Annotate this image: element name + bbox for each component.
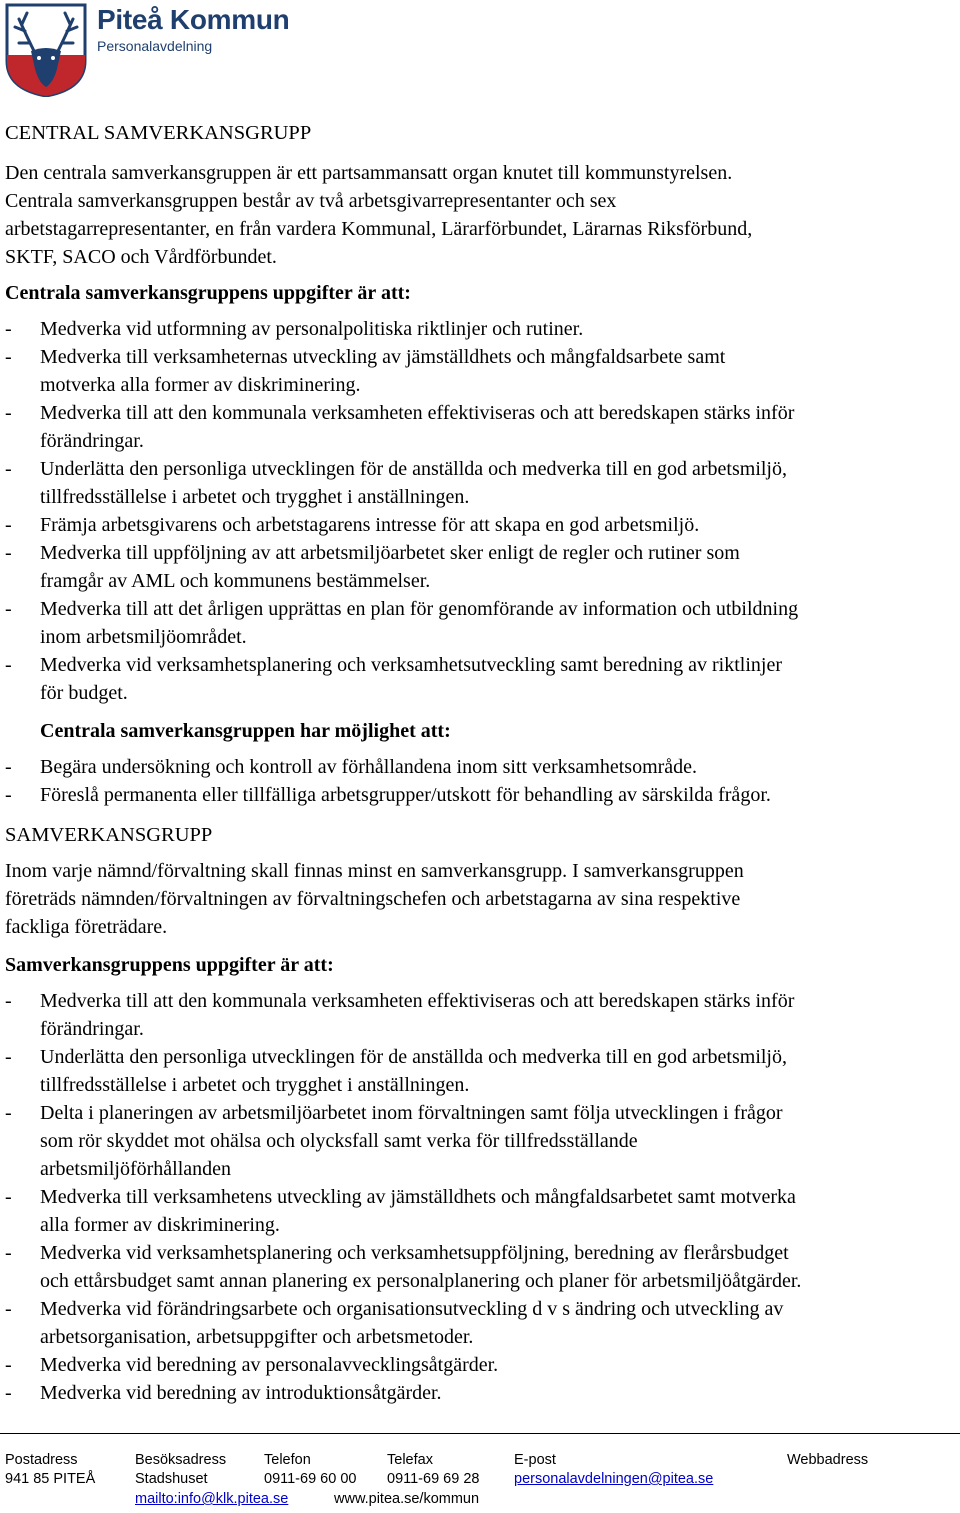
- list-item-line: Föreslå permanenta eller tillfälliga arbetsgrupper/utskott för behandling av särskilda frågor.: [40, 784, 771, 806]
- list-item-line: Medverka till verksamhetens utveckling av jämställdhets och mångfaldsarbetet samt motverka: [40, 1186, 796, 1208]
- list-item-line: Medverka vid förändringsarbete och organisationsutveckling d v s ändring och utveckling av: [40, 1298, 784, 1320]
- group-task-item: [5, 1239, 955, 1295]
- list-dash: -: [5, 1102, 12, 1124]
- mailto-link[interactable]: mailto:info@klk.pitea.se: [135, 1491, 289, 1507]
- list-item-line: Medverka vid beredning av introduktionsåtgärder.: [40, 1382, 442, 1404]
- group-task-item: [5, 1379, 955, 1407]
- list-item-line: Medverka till att den kommunala verksamheten effektiviseras och att beredskapen stärks inför: [40, 990, 795, 1012]
- group-task-item: [5, 1043, 955, 1099]
- list-item-line: alla former av diskriminering.: [40, 1214, 280, 1236]
- list-item-line: Medverka vid verksamhetsplanering och verksamhetsutveckling samt beredning av riktlinjer: [40, 654, 783, 676]
- group-title: SAMVERKANSGRUPP: [5, 824, 213, 846]
- group-intro-line: Inom varje nämnd/förvaltning skall finnas minst en samverkansgrupp. I samverkansgruppen: [5, 860, 744, 882]
- central-possibility-item: [5, 753, 955, 781]
- telefax-value: 0911-69 69 28: [387, 1471, 480, 1487]
- group-task-item: [5, 1183, 955, 1239]
- list-dash: -: [5, 598, 12, 620]
- list-item-line: Medverka till uppföljning av att arbetsmiljöarbetet sker enligt de regler och rutiner som: [40, 542, 740, 564]
- list-dash: -: [5, 1242, 12, 1264]
- telefax-label: Telefax: [387, 1452, 433, 1468]
- postadress-label: Postadress: [5, 1452, 78, 1468]
- group-intro-line: fackliga företrädare.: [5, 916, 168, 938]
- central-possibility-heading: Centrala samverkansgruppen har möjlighet att:: [40, 720, 451, 742]
- telefon-value: 0911-69 60 00: [264, 1471, 357, 1487]
- list-item-line: inom arbetsmiljöområdet.: [40, 626, 247, 648]
- group-task-item: [5, 987, 955, 1043]
- besoksadress-value: Stadshuset: [135, 1471, 208, 1487]
- webbadress-label: Webbadress: [787, 1452, 869, 1468]
- group-intro-line: företräds nämnden/förvaltningen av förvaltningschefen och arbetstagarna av sina respektive: [5, 888, 741, 910]
- list-item-line: för budget.: [40, 682, 128, 704]
- list-dash: -: [5, 458, 12, 480]
- central-tasks-heading: Centrala samverkansgruppens uppgifter är att:: [5, 282, 411, 304]
- central-task-item: [5, 539, 955, 595]
- list-item-line: förändringar.: [40, 430, 144, 452]
- group-task-item: [5, 1351, 955, 1379]
- group-task-item: [5, 1295, 955, 1351]
- list-item-line: som rör skyddet mot ohälsa och olycksfall samt verka för tillfredsställande: [40, 1130, 638, 1152]
- list-item-line: arbetsmiljöförhållanden: [40, 1158, 232, 1180]
- group-intro: [5, 857, 955, 941]
- central-intro-line: arbetstagarrepresentanter, en från vardera Kommunal, Lärarförbundet, Lärarnas Riksförbund,: [5, 218, 753, 240]
- list-item-line: Medverka vid verksamhetsplanering och verksamhetsuppföljning, beredning av flerårsbudget: [40, 1242, 789, 1264]
- web-url[interactable]: www.pitea.se/kommun: [334, 1491, 480, 1507]
- department-name: Personalavdelning: [97, 38, 213, 54]
- central-task-item: [5, 651, 955, 707]
- list-dash: -: [5, 1186, 12, 1208]
- list-dash: -: [5, 1298, 12, 1320]
- group-task-item: [5, 1099, 955, 1183]
- central-intro-line: Centrala samverkansgruppen består av två arbetsgivarrepresentanter och sex: [5, 190, 617, 212]
- logo-wordmark: [97, 3, 289, 55]
- list-dash: -: [5, 514, 12, 536]
- list-dash: -: [5, 1354, 12, 1376]
- list-item-line: Medverka till att det årligen upprättas en plan för genomförande av information och utbildning: [40, 598, 799, 620]
- list-item-line: och ettårsbudget samt annan planering ex personalplanering och planer för arbetsmiljöåtgärder.: [40, 1270, 802, 1292]
- list-item-line: Medverka till att den kommunala verksamheten effektiviseras och att beredskapen stärks inför: [40, 402, 795, 424]
- list-dash: -: [5, 1382, 12, 1404]
- central-possibility-list: [5, 753, 955, 809]
- telefon-label: Telefon: [264, 1452, 311, 1468]
- list-item-line: förändringar.: [40, 1018, 144, 1040]
- reindeer-crest-icon: [5, 3, 87, 97]
- central-task-item: [5, 343, 955, 399]
- header-logo: [5, 3, 305, 98]
- list-item-line: tillfredsställelse i arbetet och trygghet i anställningen.: [40, 486, 470, 508]
- list-item-line: Delta i planeringen av arbetsmiljöarbetet inom förvaltningen samt följa utvecklingen i frågor: [40, 1102, 783, 1124]
- epost-link[interactable]: personalavdelningen@pitea.se: [514, 1471, 714, 1487]
- central-task-item: [5, 315, 955, 343]
- footer-divider: [0, 1433, 960, 1434]
- list-dash: -: [5, 990, 12, 1012]
- central-intro-line: Den centrala samverkansgruppen är ett partsammansatt organ knutet till kommunstyrelsen.: [5, 162, 733, 184]
- org-name: Piteå Kommun: [97, 4, 290, 35]
- list-item-line: motverka alla former av diskriminering.: [40, 374, 361, 396]
- list-dash: -: [5, 318, 12, 340]
- list-dash: -: [5, 542, 12, 564]
- central-intro-line: SKTF, SACO och Vårdförbundet.: [5, 246, 277, 268]
- central-possibility-item: [5, 781, 955, 809]
- central-task-item: [5, 455, 955, 511]
- list-item-line: Främja arbetsgivarens och arbetstagarens intresse för att skapa en god arbetsmiljö.: [40, 514, 700, 536]
- list-item-line: tillfredsställelse i arbetet och trygghet i anställningen.: [40, 1074, 470, 1096]
- page-footer: [0, 1431, 960, 1513]
- central-task-item: [5, 595, 955, 651]
- postadress-value: 941 85 PITEÅ: [5, 1471, 96, 1487]
- list-item-line: framgår av AML och kommunens bestämmelser.: [40, 570, 431, 592]
- group-tasks-list: [5, 987, 955, 1407]
- list-dash: -: [5, 784, 12, 806]
- list-dash: -: [5, 1046, 12, 1068]
- list-item-line: Begära undersökning och kontroll av förhållandena inom sitt verksamhetsområde.: [40, 756, 698, 778]
- list-item-line: Medverka vid utformning av personalpolitiska riktlinjer och rutiner.: [40, 318, 584, 340]
- list-dash: -: [5, 346, 12, 368]
- document-body: [5, 119, 955, 1407]
- central-task-item: [5, 399, 955, 455]
- list-dash: -: [5, 756, 12, 778]
- central-intro: [5, 159, 955, 271]
- list-item-line: Medverka till verksamheternas utveckling av jämställdhets och mångfaldsarbete samt: [40, 346, 726, 368]
- list-item-line: arbetsorganisation, arbetsuppgifter och arbetsmetoder.: [40, 1326, 474, 1348]
- central-title: CENTRAL SAMVERKANSGRUPP: [5, 122, 312, 144]
- list-dash: -: [5, 654, 12, 676]
- besoksadress-label: Besöksadress: [135, 1452, 227, 1468]
- epost-label: E-post: [514, 1452, 556, 1468]
- list-item-line: Underlätta den personliga utvecklingen för de anställda och medverka till en god arbetsmiljö,: [40, 458, 787, 480]
- list-item-line: Underlätta den personliga utvecklingen för de anställda och medverka till en god arbetsmiljö,: [40, 1046, 787, 1068]
- group-tasks-heading: Samverkansgruppens uppgifter är att:: [5, 954, 334, 976]
- central-task-item: [5, 511, 955, 539]
- list-dash: -: [5, 402, 12, 424]
- list-item-line: Medverka vid beredning av personalavvecklingsåtgärder.: [40, 1354, 499, 1376]
- central-tasks-list: [5, 315, 955, 707]
